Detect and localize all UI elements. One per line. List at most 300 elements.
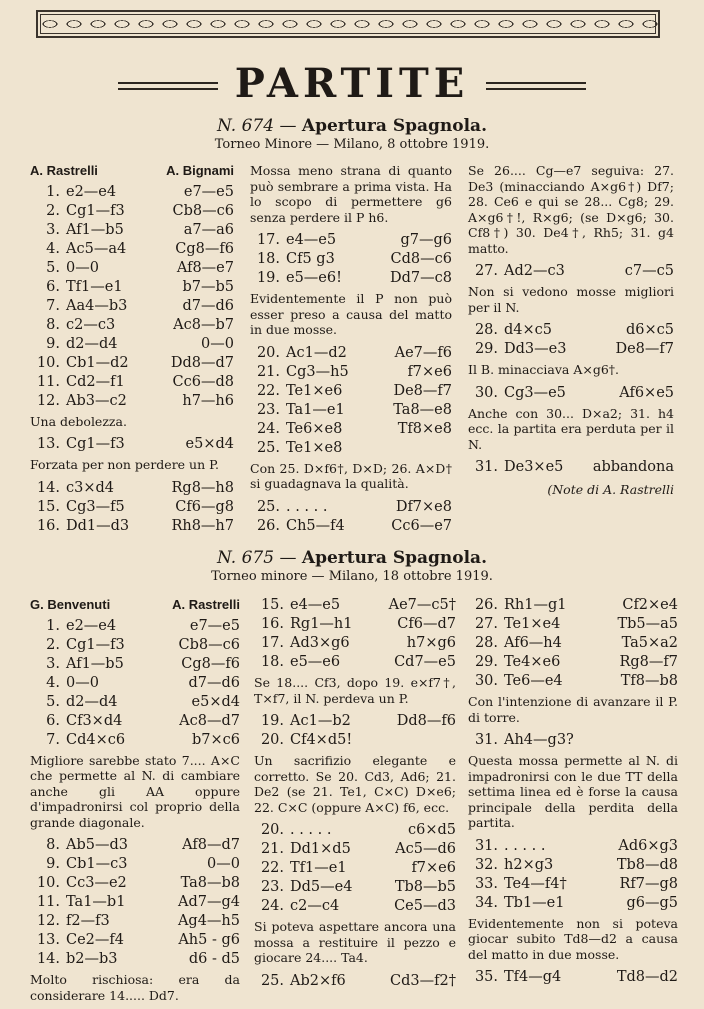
white-move: Af1—b5 <box>66 655 124 672</box>
move-number: 20. <box>256 344 280 361</box>
black-move: 0—0 <box>201 335 234 352</box>
annotation: Evidentemente non si poteva giocar subito Td8—d2 a causa del matto in due mosse. <box>468 915 678 962</box>
move-row <box>30 712 240 731</box>
move-list <box>250 231 452 288</box>
move-number: 33. <box>474 875 498 892</box>
game-675-heading <box>0 548 704 568</box>
black-move: Tb5—a5 <box>617 616 678 632</box>
move-row <box>30 240 234 259</box>
black-move: b7×c6 <box>191 731 240 748</box>
white-move: Rg1—h1 <box>290 616 353 632</box>
move-number: 27. <box>474 616 498 632</box>
white-move: Tf1—e1 <box>290 860 347 876</box>
black-move: Cf6—g8 <box>175 498 234 515</box>
white-move: Cg1—f3 <box>66 202 125 219</box>
white-move: b2—b3 <box>66 951 118 967</box>
move-row <box>30 297 234 316</box>
move-number: 9. <box>46 335 60 352</box>
move-number: 31. <box>474 732 498 748</box>
white-move: Ce2—f4 <box>66 932 124 948</box>
black-move: Cf6—d7 <box>397 616 456 632</box>
black-move: Tb8—b5 <box>394 879 456 895</box>
black-move: e5×d4 <box>191 693 240 710</box>
move-row <box>468 262 674 281</box>
black-move: c6×d5 <box>407 822 456 838</box>
move-row <box>30 950 240 969</box>
move-number: 5. <box>46 259 60 276</box>
move-row <box>468 856 678 875</box>
move-row <box>468 653 678 672</box>
move-number: 23. <box>256 401 280 418</box>
move-number: 3. <box>46 221 60 238</box>
move-row <box>250 439 452 458</box>
black-move: Cc6—d8 <box>172 373 234 390</box>
notes-credit: (Note di A. Rastrelli <box>547 482 674 497</box>
heading-dash: — <box>274 116 302 136</box>
move-row <box>468 615 678 634</box>
annotation: Il B. minacciava A×g6†. <box>468 362 620 377</box>
annotation: Migliore sarebbe stato 7.... A×C che permette al N. di cambiare anche gli AA oppure d'impadronirsi col proprio della grande diagonale. <box>30 752 240 830</box>
move-list <box>254 712 456 750</box>
black-move: Af8—e7 <box>176 259 234 276</box>
white-move: Cg3—h5 <box>286 363 349 380</box>
black-move: Rg8—h8 <box>171 479 234 496</box>
move-number: 21. <box>260 841 284 857</box>
move-row <box>30 392 234 411</box>
white-move: Cg3—f5 <box>66 498 125 515</box>
move-row <box>250 498 452 517</box>
white-move: Ac5—a4 <box>66 240 127 257</box>
black-move: Dd8—f6 <box>396 713 456 729</box>
move-row <box>254 897 456 916</box>
game-675-column-1 <box>30 596 240 1009</box>
white-move: 0—0 <box>66 674 99 691</box>
black-move <box>582 731 678 750</box>
white-move: Rh1—g1 <box>504 597 567 613</box>
white-move: e5—e6 <box>290 654 341 670</box>
white-move: Dd1×d5 <box>290 841 351 857</box>
move-number: 11. <box>36 894 60 910</box>
move-row <box>468 968 678 987</box>
white-move: e4—e5 <box>290 597 341 613</box>
move-row <box>250 401 452 420</box>
white-move: d4×c5 <box>504 322 553 338</box>
move-list <box>30 836 240 969</box>
white-move: Cf4×d5! <box>290 732 353 748</box>
title-rule-right <box>486 82 586 84</box>
black-move: c7—c5 <box>624 263 674 279</box>
move-row <box>468 672 678 691</box>
move-number: 28. <box>474 635 498 651</box>
move-row <box>30 354 234 373</box>
move-number: 16. <box>36 517 60 534</box>
move-row <box>254 731 456 750</box>
black-move: Cd8—c6 <box>390 251 452 267</box>
move-list <box>468 262 674 281</box>
black-move <box>368 731 456 750</box>
move-number: 17. <box>256 232 280 248</box>
move-number: 13. <box>36 436 60 452</box>
black-move: Ag4—h5 <box>177 913 240 929</box>
opening-name: Apertura Spagnola. <box>301 116 487 136</box>
black-move: a7—a6 <box>183 221 234 238</box>
move-number: 8. <box>46 837 60 853</box>
black-move: d6 - d5 <box>188 951 240 967</box>
black-move: De8—f7 <box>615 341 674 357</box>
white-move: Cg1—f3 <box>66 436 125 452</box>
move-number: 26. <box>474 597 498 613</box>
white-move: 0—0 <box>66 259 99 276</box>
white-move: Cd4×c6 <box>66 731 126 748</box>
white-move: Ac1—d2 <box>286 344 347 361</box>
move-number: 21. <box>256 363 280 380</box>
black-move: d7—d6 <box>182 297 234 314</box>
move-row <box>250 231 452 250</box>
move-number: 8. <box>46 316 60 333</box>
black-move: Cb8—c6 <box>172 202 234 219</box>
black-move: abbandona <box>592 459 674 475</box>
white-move: Af1—b5 <box>66 221 124 238</box>
white-move: e5—e6! <box>286 270 342 286</box>
move-number: 15. <box>36 498 60 515</box>
move-row <box>30 874 240 893</box>
black-move: De8—f7 <box>393 382 452 399</box>
white-move: Ah4—g3? <box>504 732 574 748</box>
move-row <box>250 420 452 439</box>
move-row <box>250 344 452 363</box>
move-number: 19. <box>260 713 284 729</box>
white-move: Cb1—d2 <box>66 354 129 371</box>
move-number: 20. <box>260 732 284 748</box>
move-row <box>30 893 240 912</box>
ornamental-border <box>36 10 660 38</box>
move-number: 30. <box>474 673 498 689</box>
move-row <box>250 363 452 382</box>
move-list <box>30 435 234 454</box>
move-row <box>468 634 678 653</box>
move-row <box>30 202 234 221</box>
move-number: 18. <box>256 251 280 267</box>
move-number: 16. <box>260 616 284 632</box>
black-move: Td8—d2 <box>616 969 678 985</box>
white-move: Ad2—c3 <box>504 263 565 279</box>
page-title: PARTITE <box>234 60 470 107</box>
annotation: Un sacrifizio elegante e corretto. Se 20. Cd3, Ad6; 21. De2 (se 21. Te1, C×C) D×e6; 22. C×C (oppure A×C) f6, ecc. <box>254 753 456 815</box>
move-row <box>30 335 234 354</box>
white-move: Ac1—b2 <box>290 713 351 729</box>
move-number: 5. <box>46 693 60 710</box>
white-move: Ab3—c2 <box>66 392 127 409</box>
white-move: Tb1—e1 <box>504 894 565 911</box>
move-row <box>250 382 452 401</box>
white-move: Te6—e4 <box>504 673 563 689</box>
black-move: f7×e6 <box>407 363 452 380</box>
black-move: Rf7—g8 <box>619 875 678 892</box>
black-move: Af8—d7 <box>182 837 240 853</box>
black-move: Dd8—d7 <box>170 354 234 371</box>
black-move: Rg8—f7 <box>619 654 678 670</box>
black-move: Ta5×a2 <box>621 635 678 651</box>
black-move: Df7×e8 <box>395 498 452 515</box>
black-move: d7—d6 <box>188 674 240 691</box>
annotation: Non si vedono mosse migliori per il N. <box>468 284 674 315</box>
annotation: Una debolezza. <box>30 413 127 429</box>
white-move: Dd1—d3 <box>66 517 130 534</box>
move-list <box>468 731 678 750</box>
annotation: Evidentemente il P non può esser preso a causa del matto in due mosse. <box>250 291 452 337</box>
white-move: Af6—h4 <box>504 635 562 651</box>
black-move: Ad7—g4 <box>178 894 240 910</box>
move-number: 12. <box>36 913 60 929</box>
move-row <box>30 655 240 674</box>
move-row <box>254 821 456 840</box>
move-number: 20. <box>260 822 284 838</box>
title-rule-right-2 <box>486 88 586 90</box>
white-move: Dd3—e3 <box>504 341 567 357</box>
black-move: g7—g6 <box>400 232 452 248</box>
white-move: Cg3—e5 <box>504 384 566 401</box>
white-move: . . . . . <box>290 822 332 838</box>
move-number: 17. <box>260 635 284 651</box>
black-move: h7×g6 <box>406 635 456 651</box>
black-move: Af6×e5 <box>619 384 674 401</box>
black-player: A. Bignami <box>166 163 234 178</box>
black-player: A. Rastrelli <box>172 597 240 612</box>
opening-name: Apertura Spagnola. <box>301 548 487 568</box>
black-move: Ac8—d7 <box>179 712 240 729</box>
annotation: Con l'intenzione di avanzare il P. di torre. <box>468 694 678 725</box>
move-list <box>468 321 674 359</box>
move-number: 19. <box>256 270 280 286</box>
game-675-column-3 <box>468 596 678 987</box>
annotation: Questa mossa permette al N. di impadronirsi con le due TT della settima linea ed è forse la causa principale della perdita della partita. <box>468 753 678 830</box>
move-number: 2. <box>46 636 60 653</box>
white-move: Cg1—f3 <box>66 636 125 653</box>
move-number: 10. <box>36 354 60 371</box>
move-row <box>30 693 240 712</box>
move-row <box>468 894 678 913</box>
white-move: d2—d4 <box>66 335 118 352</box>
move-number: 7. <box>46 297 60 314</box>
black-move: Cb8—c6 <box>178 636 240 653</box>
move-number: 28. <box>474 322 498 338</box>
move-list <box>254 821 456 916</box>
white-move: Ta1—b1 <box>66 894 126 910</box>
white-move: e2—e4 <box>66 183 117 200</box>
move-row <box>254 615 456 634</box>
game-674-column-1 <box>30 162 234 536</box>
move-row <box>468 321 674 340</box>
move-number: 25. <box>256 439 280 456</box>
white-move: c3×d4 <box>66 479 115 496</box>
move-list <box>468 837 678 913</box>
move-number: 1. <box>46 617 60 634</box>
move-number: 14. <box>36 951 60 967</box>
move-row <box>30 316 234 335</box>
black-move: e7—e5 <box>183 183 234 200</box>
move-number: 30. <box>474 384 498 401</box>
black-move: Cg8—f6 <box>175 240 234 257</box>
black-move: Ac8—b7 <box>173 316 234 333</box>
black-move: Tf8×e8 <box>397 420 452 437</box>
move-row <box>30 259 234 278</box>
annotation: Se 18.... Cf3, dopo 19. e×f7†, T×f7, il N. perdeva un P. <box>254 675 456 706</box>
black-move: e7—e5 <box>189 617 240 634</box>
players-header <box>30 162 234 181</box>
black-move: Ac5—d6 <box>395 841 456 857</box>
move-row <box>30 836 240 855</box>
move-row <box>254 712 456 731</box>
move-list <box>468 384 674 403</box>
white-move: Te4×e6 <box>504 654 561 670</box>
white-move: Cf5 g3 <box>286 251 335 267</box>
move-number: 12. <box>36 392 60 409</box>
annotation: Mossa meno strana di quanto può sembrare a prima vista. Ha lo scopo di permettere g6 senza perdere il P h6. <box>250 163 452 225</box>
move-number: 22. <box>256 382 280 399</box>
annotation: Se 26.... Cg—e7 seguiva: 27. De3 (minacciando A×g6†) Df7; 28. Ce6 e qui se 28... Cg8; 29. A×g6†!, R×g6; (se D×g6; 30. Cf8†) 30. De4†, Rh5; 31. g4 matto. <box>468 163 674 256</box>
move-number: 26. <box>256 517 280 534</box>
move-row <box>30 912 240 931</box>
black-move: d6×c5 <box>625 322 674 338</box>
white-move: e2—e4 <box>66 617 117 634</box>
move-number: 29. <box>474 654 498 670</box>
white-move: De3×e5 <box>504 459 564 475</box>
move-row <box>468 340 674 359</box>
black-move: Ad6×g3 <box>618 837 678 854</box>
white-move: Aa4—b3 <box>66 297 128 314</box>
annotation: Con 25. D×f6†, D×D; 26. A×D† si guadagnava la qualità. <box>250 460 452 491</box>
move-row <box>30 221 234 240</box>
white-move: Tf4—g4 <box>504 969 562 985</box>
black-move <box>364 439 452 458</box>
game-674-column-2 <box>250 160 452 536</box>
black-move: e5×d4 <box>185 436 234 452</box>
move-number: 24. <box>256 420 280 437</box>
move-number: 35. <box>474 969 498 985</box>
move-row <box>468 875 678 894</box>
move-row <box>30 435 234 454</box>
white-move: Te6×e8 <box>286 420 343 437</box>
move-number: 27. <box>474 263 498 279</box>
move-list <box>30 183 234 411</box>
white-player: G. Benvenuti <box>30 597 111 612</box>
black-move: h7—h6 <box>182 392 234 409</box>
white-move: . . . . . <box>286 498 328 515</box>
move-row <box>30 278 234 297</box>
black-move: Ae7—f6 <box>394 344 452 361</box>
white-move: Te1×e6 <box>286 382 343 399</box>
annotation: Si poteva aspettare ancora una mossa a restituire il pezzo e giocare 24.... Ta4. <box>254 919 456 965</box>
game-675-column-2 <box>254 596 456 991</box>
game-674-heading <box>0 116 704 136</box>
game-674-column-3 <box>468 160 674 500</box>
black-move: Ce5—d3 <box>394 898 456 914</box>
black-move: Ta8—b8 <box>180 875 240 891</box>
black-move: 0—0 <box>207 856 240 872</box>
white-move: Ab2×f6 <box>290 972 346 989</box>
white-move: d2—d4 <box>66 693 118 710</box>
move-list <box>468 968 678 987</box>
black-move: Cc6—e7 <box>391 517 452 534</box>
move-list <box>250 344 452 458</box>
move-number: 32. <box>474 856 498 873</box>
move-number: 22. <box>260 860 284 876</box>
white-move: Te1×e8 <box>286 439 343 456</box>
white-move: e4—e5 <box>286 232 337 248</box>
move-number: 34. <box>474 894 498 911</box>
annotation: Forzata per non perdere un P. <box>30 457 219 472</box>
white-move: h2×g3 <box>504 856 554 873</box>
black-move: b7—b5 <box>182 278 234 295</box>
move-row <box>254 634 456 653</box>
move-row <box>250 269 452 288</box>
game-675-tournament: Torneo minore — Milano, 18 ottobre 1919. <box>211 569 493 584</box>
move-number: 10. <box>36 875 60 891</box>
black-move: Ta8—e8 <box>393 401 452 418</box>
move-row <box>30 617 240 636</box>
move-number: 31. <box>474 459 498 475</box>
move-row <box>254 972 456 991</box>
white-move: Dd5—e4 <box>290 879 353 895</box>
white-move: Cb1—c3 <box>66 856 128 872</box>
move-row <box>30 479 234 498</box>
white-move: Ab5—d3 <box>66 837 128 853</box>
move-row <box>468 458 674 477</box>
white-move: c2—c4 <box>290 898 340 914</box>
white-move: Ch5—f4 <box>286 517 345 534</box>
move-number: 31. <box>474 837 498 854</box>
move-list <box>30 479 234 536</box>
black-move: Cg8—f6 <box>181 655 240 672</box>
white-move: f2—f3 <box>66 913 110 929</box>
black-move: g6—g5 <box>626 894 678 911</box>
move-list <box>468 458 674 477</box>
move-row <box>254 653 456 672</box>
move-row <box>468 731 678 750</box>
move-number: 9. <box>46 856 60 872</box>
black-move: Rh8—h7 <box>171 517 234 534</box>
move-number: 7. <box>46 731 60 748</box>
black-move: Dd7—c8 <box>390 270 452 286</box>
move-number: 2. <box>46 202 60 219</box>
white-move: Cf3×d4 <box>66 712 123 729</box>
move-row <box>468 384 674 403</box>
black-move: Ah5 - g6 <box>178 932 240 948</box>
white-move: . . . . . <box>504 837 546 854</box>
players-header <box>30 596 240 615</box>
move-row <box>30 636 240 655</box>
move-row <box>468 837 678 856</box>
move-row <box>30 183 234 202</box>
move-number: 15. <box>260 597 284 613</box>
annotation: Anche con 30... D×a2; 31. h4 ecc. la partita era perduta per il N. <box>468 405 674 452</box>
white-move: c2—c3 <box>66 316 116 333</box>
move-row <box>30 731 240 750</box>
move-row <box>30 517 234 536</box>
move-number: 25. <box>256 498 280 515</box>
move-number: 13. <box>36 932 60 948</box>
move-list <box>254 972 456 991</box>
move-number: 24. <box>260 898 284 914</box>
move-row <box>30 373 234 392</box>
move-row <box>254 596 456 615</box>
black-move: Ae7—c5† <box>388 597 456 613</box>
move-number: 23. <box>260 879 284 895</box>
black-move: Cf2×e4 <box>622 597 678 613</box>
move-list <box>30 617 240 750</box>
move-list <box>254 596 456 672</box>
white-move: Tf1—e1 <box>66 278 123 295</box>
